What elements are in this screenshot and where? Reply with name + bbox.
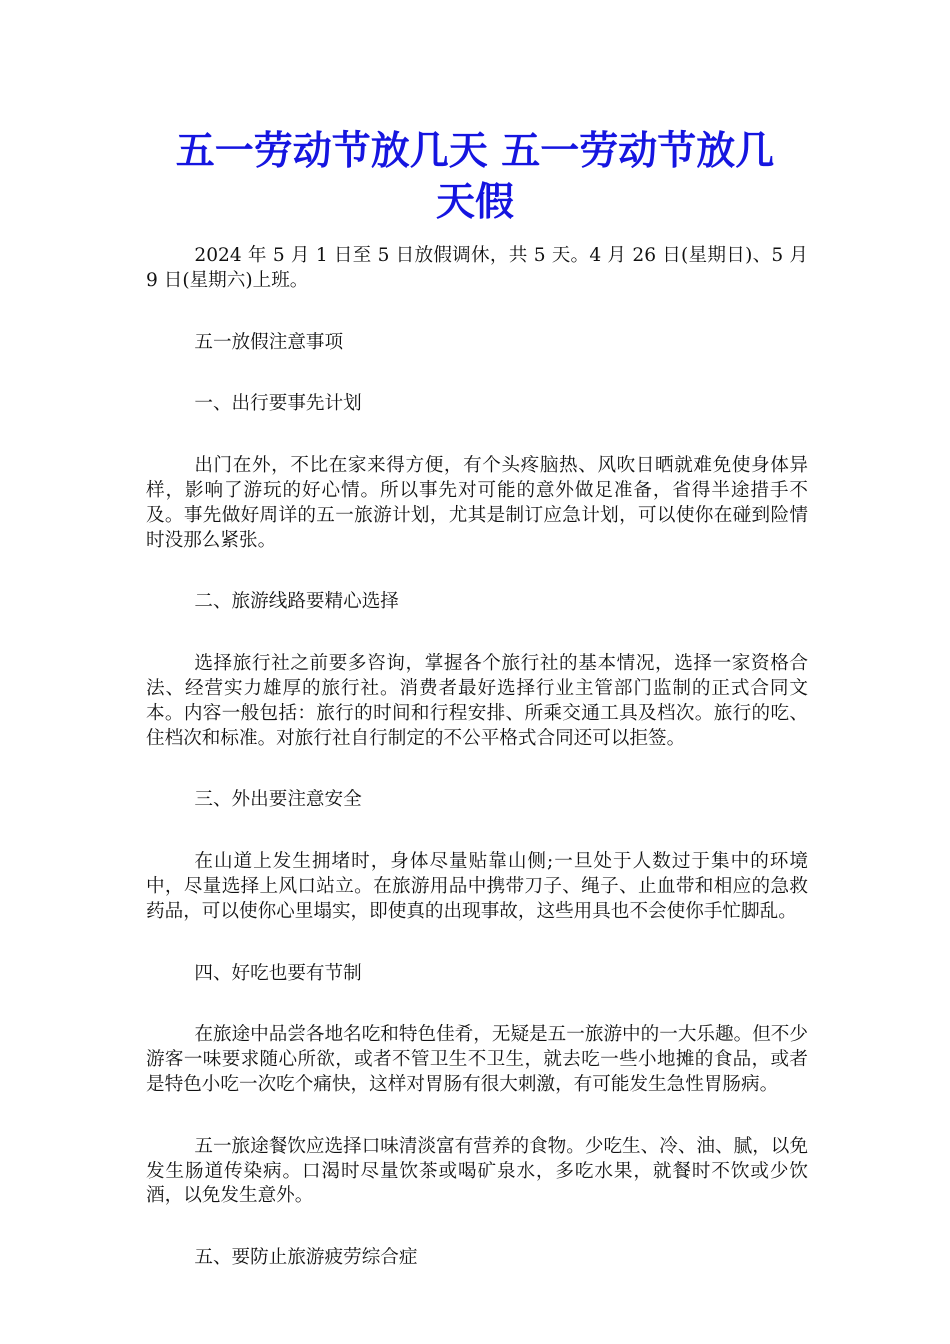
- document-body: [146, 244, 808, 1271]
- document-title-line-1: 五一劳动节放几天 五一劳动节放几: [175, 128, 775, 174]
- paragraph-diet-advice: 五一旅途餐饮应选择口味清淡富有营养的食物。少吃生、冷、油、腻，以免发生肠道传染病。口渴时尽量饮茶或喝矿泉水，多吃水果，就餐时不饮或少饮酒，以免发生意外。: [146, 1135, 808, 1207]
- section-heading-2: 二、旅游线路要精心选择: [194, 591, 399, 613]
- paragraph-holiday-schedule: 2024 年 5 月 1 日至 5 日放假调休，共 5 天。4 月 26 日(星期日)、5 月 9 日(星期六)上班。: [146, 245, 808, 291]
- paragraph-choose-agency: 选择旅行社之前要多咨询，掌握各个旅行社的基本情况，选择一家资格合法、经营实力雄厚的旅行社。消费者最好选择行业主管部门监制的正式合同文本。内容一般包括：旅行的时间和行程安排、所乘交通工具及档次。旅行的吃、住档次和标准。对旅行社自行制定的不公平格式合同还可以拒签。: [146, 653, 808, 749]
- section-heading-5: 五、要防止旅游疲劳综合症: [194, 1247, 418, 1269]
- section-heading-1: 一、出行要事先计划: [194, 393, 362, 415]
- paragraph-food-moderation: 在旅途中品尝各地名吃和特色佳肴，无疑是五一旅游中的一大乐趣。但不少游客一味要求随心所欲，或者不管卫生不卫生，就去吃一些小地摊的食品，或者是特色小吃一次吃个痛快，这样对胃肠有很大刺激，有可能发生急性胃肠病。: [146, 1024, 808, 1095]
- paragraph-safety: 在山道上发生拥堵时，身体尽量贴靠山侧;一旦处于人数过于集中的环境中，尽量选择上风口站立。在旅游用品中携带刀子、绳子、止血带和相应的急救药品，可以使你心里塌实，即使真的出现事故，这些用具也不会使你手忙脚乱。: [146, 851, 808, 922]
- section-heading-notes: 五一放假注意事项: [194, 331, 344, 353]
- document-title-line-2: 天假: [435, 179, 514, 225]
- section-heading-3: 三、外出要注意安全: [194, 789, 362, 811]
- section-heading-4: 四、好吃也要有节制: [194, 962, 362, 984]
- document-title: [120, 126, 830, 228]
- paragraph-plan-ahead: 出门在外，不比在家来得方便，有个头疼脑热、风吹日晒就难免使身体异样，影响了游玩的好心情。所以事先对可能的意外做足准备，省得半途措手不及。事先做好周详的五一旅游计划，尤其是制订应急计划，可以使你在碰到险情时没那么紧张。: [146, 455, 808, 551]
